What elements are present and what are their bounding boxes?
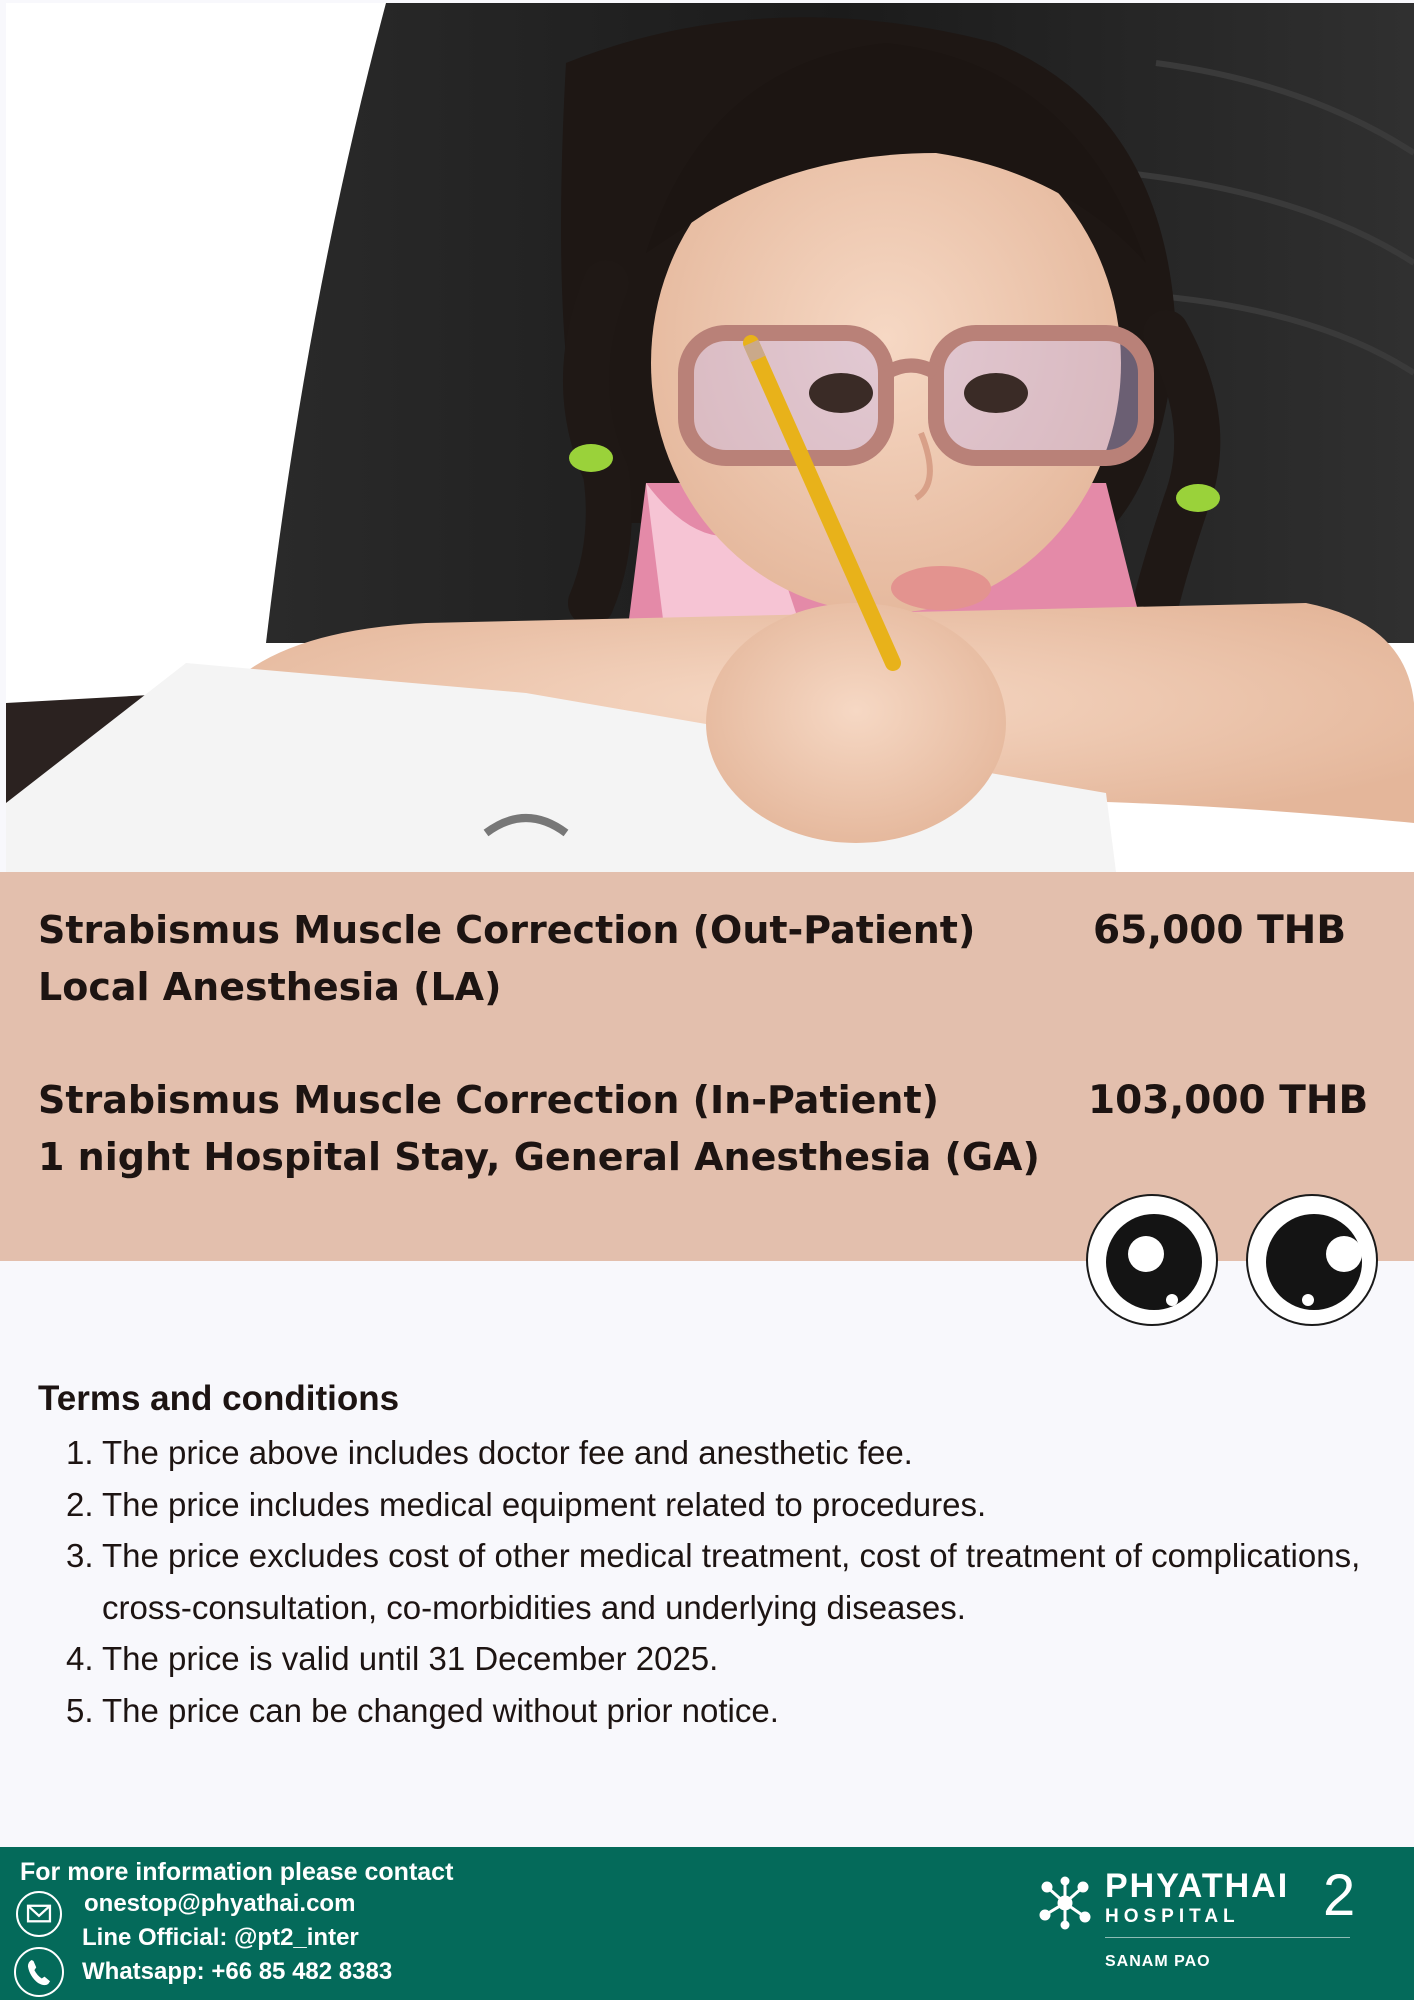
item-text: The price excludes cost of other medical treatment, cost of treatment of complications, cross-consultation, co-morbidities and underlying diseases. (102, 1537, 1361, 1626)
mail-icon (16, 1891, 62, 1937)
item-number: 1. (66, 1434, 94, 1471)
price-amount: 103,000 THB (1088, 1078, 1369, 1123)
item-number: 3. (66, 1537, 94, 1574)
eye-glint (1326, 1236, 1362, 1272)
item-text: The price can be changed without prior notice. (102, 1691, 779, 1729)
item-text: The price above includes doctor fee and anesthetic fee. (102, 1434, 913, 1471)
hero-photo (6, 3, 1414, 872)
phone-icon (14, 1947, 64, 1997)
eye-glint (1166, 1294, 1178, 1306)
terms-section (38, 1373, 1368, 1736)
googly-eye-icon (1086, 1194, 1218, 1326)
item-number: 2. (66, 1485, 94, 1523)
logo-divider (1105, 1937, 1350, 1938)
price-subtitle: Local Anesthesia (LA) (38, 965, 502, 1009)
logo-mark-icon (1035, 1873, 1095, 1933)
terms-list (38, 1427, 1368, 1736)
pupil (1266, 1214, 1362, 1310)
contact-email-link[interactable]: onestop@phyathai.com (84, 1890, 356, 1917)
logo-number: 2 (1323, 1863, 1356, 1928)
footer (0, 1847, 1414, 2000)
item-number: 4. (66, 1640, 94, 1677)
price-row-in-patient (38, 1072, 1398, 1186)
contact-title: For more information please contact (20, 1858, 454, 1886)
item-text: The price is valid until 31 December 2025. (102, 1640, 719, 1677)
googly-eye-icon (1246, 1194, 1378, 1326)
list-item (38, 1530, 1368, 1633)
price-band (0, 872, 1414, 1261)
price-subtitle: 1 night Hospital Stay, General Anesthesia (GA) (38, 1135, 1040, 1179)
logo-name: PHYATHAI (1105, 1867, 1290, 1905)
item-text: The price includes medical equipment related to procedures. (102, 1485, 987, 1523)
logo-sub: HOSPITAL (1105, 1906, 1240, 1927)
list-item (38, 1633, 1368, 1685)
terms-title: Terms and conditions (38, 1379, 400, 1418)
logo-branch: SANAM PAO (1105, 1953, 1211, 1970)
price-title: Strabismus Muscle Correction (In-Patient) (38, 1078, 939, 1122)
contact-line-official: Line Official: @pt2_inter (82, 1924, 359, 1951)
list-item (38, 1427, 1368, 1479)
price-row-out-patient (38, 902, 1398, 1016)
price-amount: 65,000 THB (1093, 908, 1347, 953)
price-title: Strabismus Muscle Correction (Out-Patient) (38, 908, 976, 952)
list-item (38, 1685, 1368, 1737)
contact-whatsapp: Whatsapp: +66 85 482 8383 (82, 1958, 393, 1985)
item-number: 5. (66, 1691, 94, 1729)
girl-drawing-illustration (6, 3, 1414, 872)
eye-glint (1128, 1236, 1164, 1272)
eye-glint (1302, 1294, 1314, 1306)
hospital-logo (1035, 1863, 1365, 1987)
list-item (38, 1479, 1368, 1531)
pupil (1106, 1214, 1202, 1310)
